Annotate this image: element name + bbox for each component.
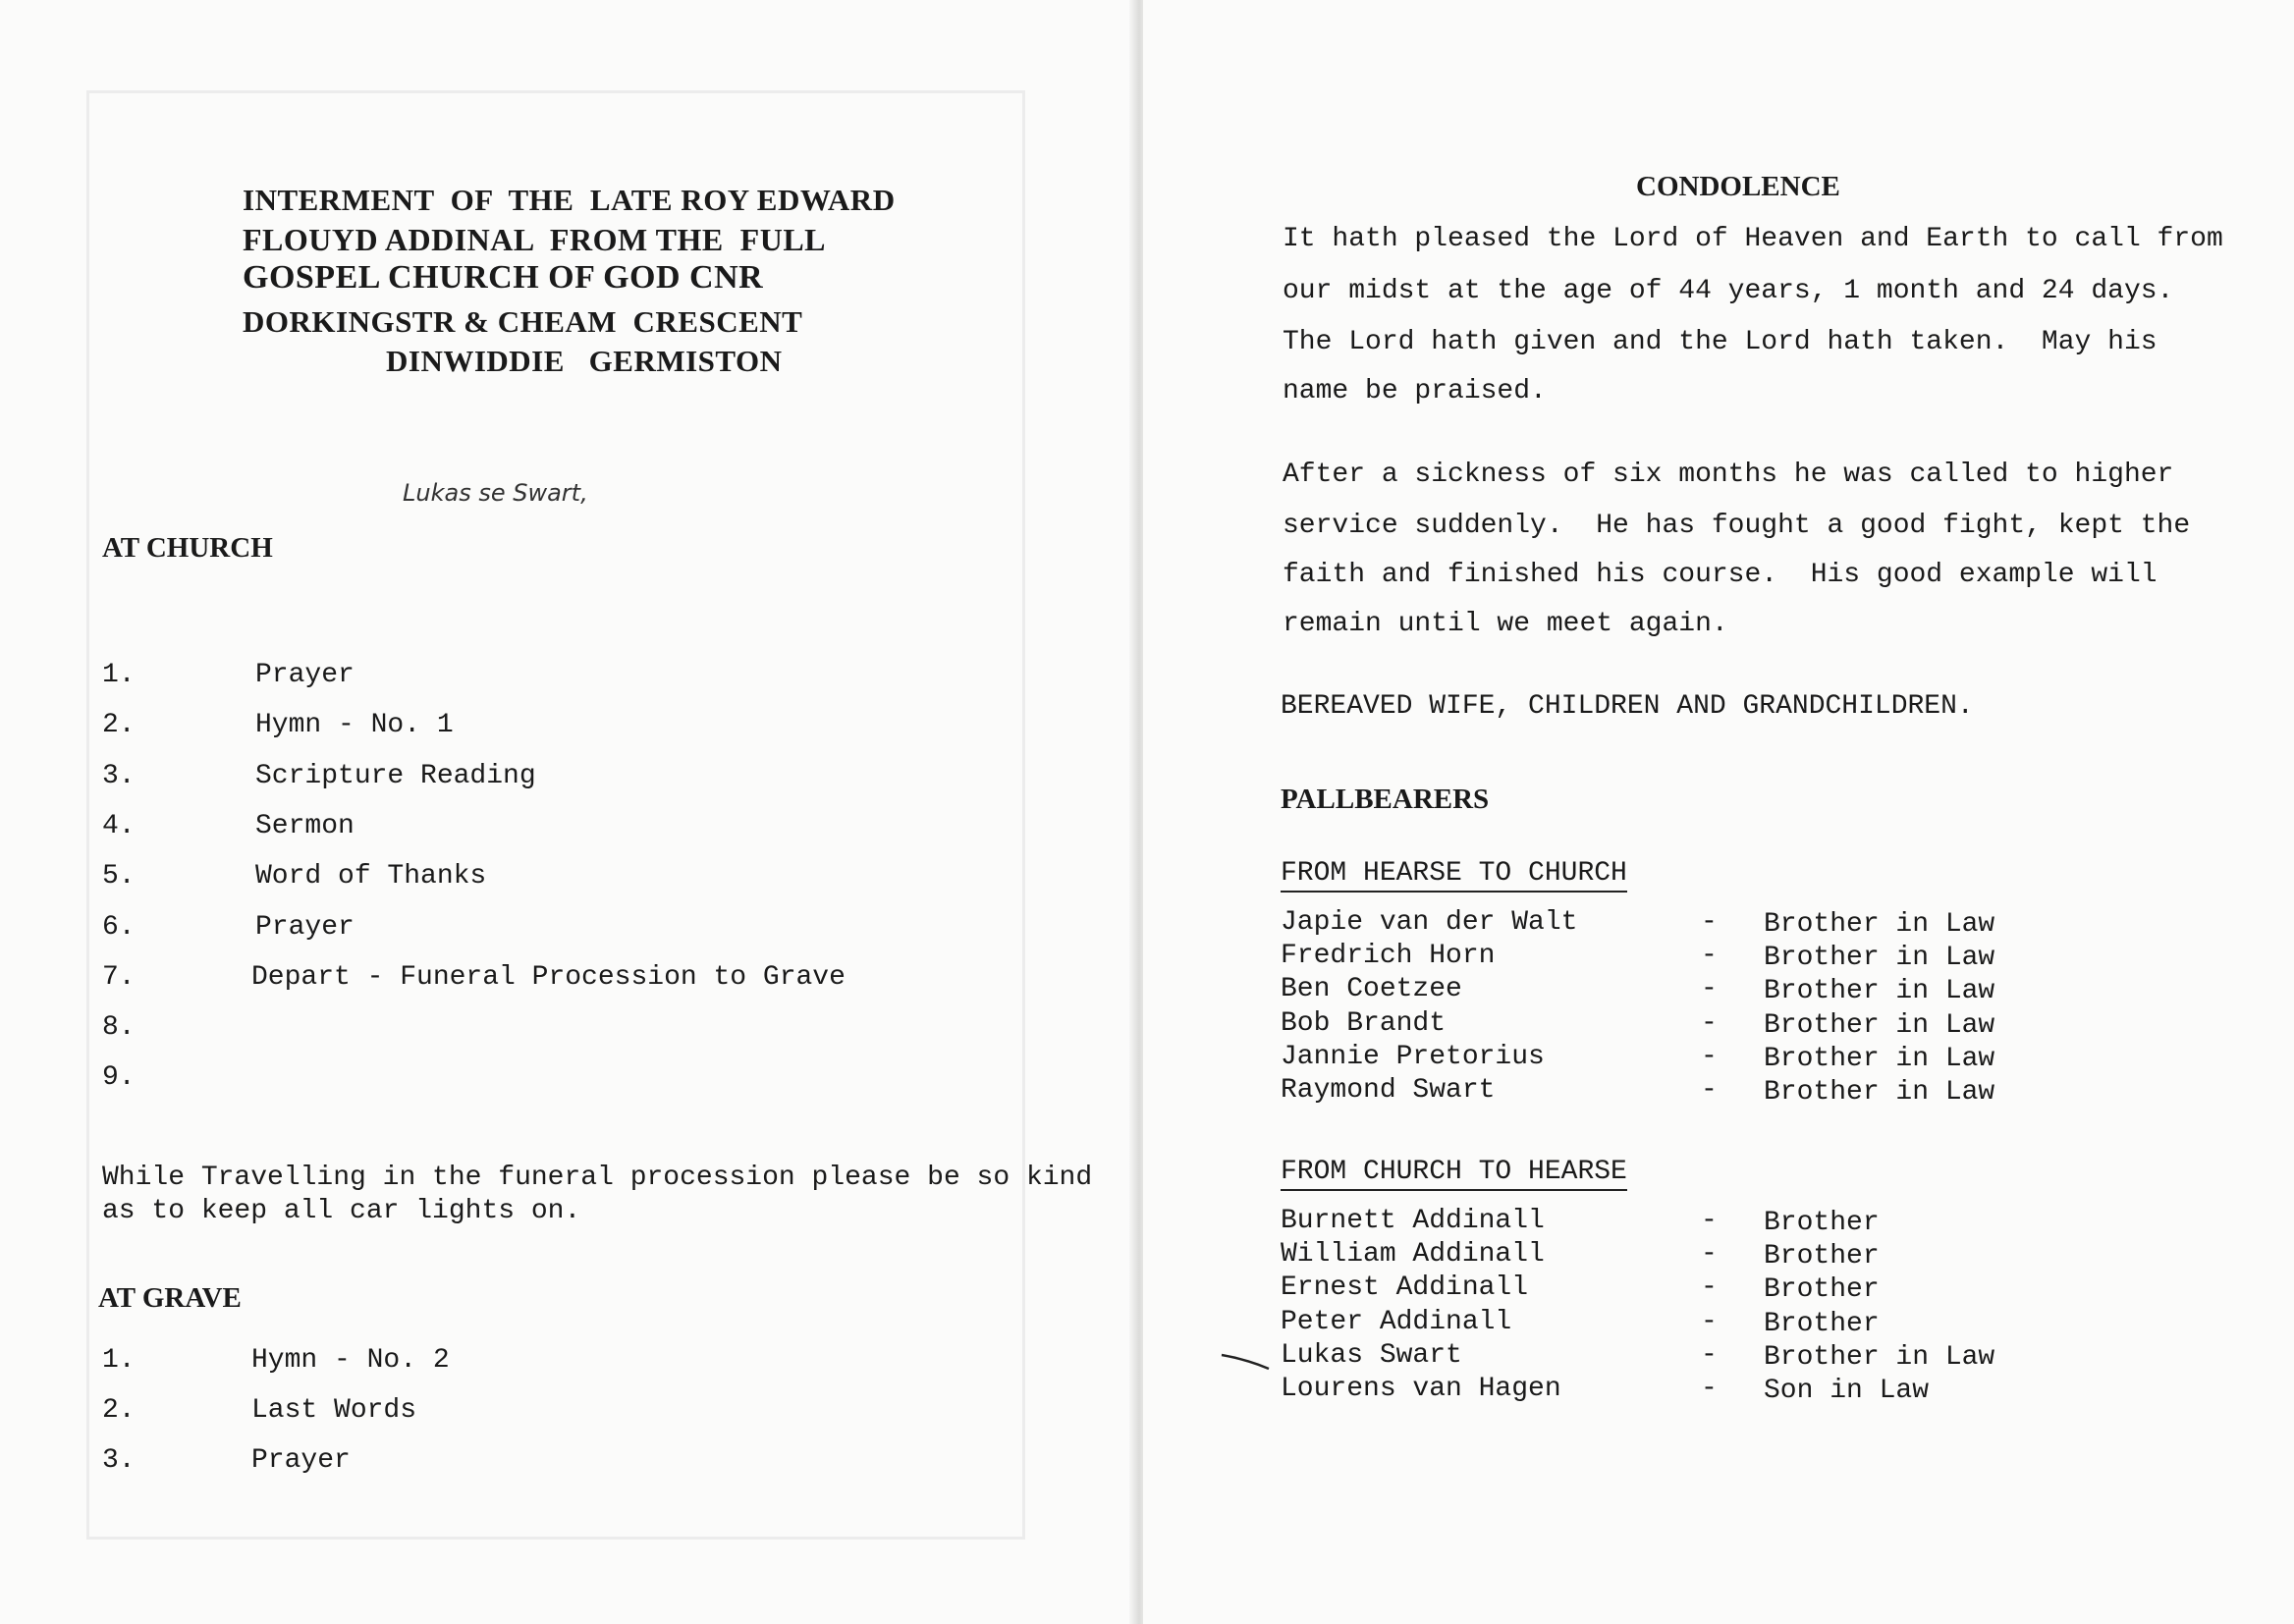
travelling-note-line: While Travelling in the funeral procession please be so kind [102,1163,1093,1193]
pallbearer-dash: - [1701,1239,1718,1271]
pallbearer-relation: Brother in Law [1764,1077,1995,1108]
paragraph-line: The Lord hath given and the Lord hath taken. May his [1283,327,2157,357]
pallbearers-heading: PALLBEARERS [1281,784,1490,815]
list-item-number: 3. [102,760,136,791]
pallbearer-dash: - [1701,1206,1718,1236]
pallbearer-relation: Son in Law [1764,1376,1930,1406]
pallbearer-dash: - [1701,1374,1718,1404]
pallbearer-relation: Brother in Law [1764,943,1995,974]
list-item-text: Word of Thanks [255,861,487,893]
pallbearer-name: Peter Addinall [1281,1306,1512,1337]
pallbearer-relation: Brother in Law [1764,1341,1995,1373]
right-page [1143,0,2294,1624]
pallbearer-dash: - [1701,1041,1718,1072]
paragraph-line: remain until we meet again. [1283,609,1728,639]
pallbearer-name: Bob Brandt [1281,1007,1447,1039]
pallbearer-relation: Brother [1764,1274,1880,1306]
pallbearer-dash: - [1701,941,1718,972]
pallbearer-name: Lourens van Hagen [1281,1374,1561,1404]
group-heading: FROM CHURCH TO HEARSE [1281,1157,1627,1191]
paragraph-line: It hath pleased the Lord of Heaven and Earth to call from [1283,224,2223,254]
paragraph-line: our midst at the age of 44 years, 1 month and 24 days. [1283,276,2174,306]
pallbearer-name: William Addinall [1281,1239,1545,1271]
title-line: GOSPEL CHURCH OF GOD CNR [243,259,764,296]
paragraph-line: faith and finished his course. His good example will [1283,560,2157,590]
list-item-text: Prayer [255,660,355,690]
paragraph-line: name be praised. [1283,376,1547,406]
pallbearer-name: Jannie Pretorius [1281,1041,1545,1072]
pallbearer-dash: - [1701,1339,1718,1371]
title-line: INTERMENT OF THE LATE ROY EDWARD [243,183,896,217]
list-item-number: 9. [102,1062,136,1094]
list-item-text: Depart - Funeral Procession to Grave [251,961,846,993]
list-item-number: 2. [102,1395,136,1426]
list-item-number: 3. [102,1445,136,1476]
at-church-heading: AT CHURCH [102,532,273,564]
pallbearer-dash: - [1701,1306,1718,1337]
list-item-number: 6. [102,911,136,943]
condolence-heading: CONDOLENCE [1636,171,1840,202]
pallbearer-name: Raymond Swart [1281,1075,1496,1106]
group-heading: FROM HEARSE TO CHURCH [1281,858,1627,893]
list-item-text: Hymn - No. 1 [255,710,454,741]
pallbearer-dash: - [1701,907,1718,938]
pallbearer-relation: Brother in Law [1764,976,1995,1007]
title-line: DORKINGSTR & CHEAM CRESCENT [243,304,803,339]
pallbearer-name: Ernest Addinall [1281,1272,1529,1304]
handwritten-mark-icon [1220,1351,1273,1373]
pallbearer-dash: - [1701,1272,1718,1304]
pallbearer-name: Burnett Addinall [1281,1206,1545,1236]
pallbearer-dash: - [1701,1075,1718,1106]
pallbearer-name: Lukas Swart [1281,1339,1462,1371]
pallbearer-relation: Brother [1764,1241,1880,1272]
list-item-number: 4. [102,810,136,841]
list-item-text: Last Words [251,1395,417,1426]
pallbearer-relation: Brother in Law [1764,1009,1995,1041]
list-item-number: 8. [102,1012,136,1044]
list-item-number: 5. [102,861,136,893]
pallbearer-name: Ben Coetzee [1281,974,1462,1005]
pallbearer-name: Fredrich Horn [1281,941,1496,972]
list-item-text: Hymn - No. 2 [251,1345,450,1376]
paragraph-line: After a sickness of six months he was called to higher [1283,460,2174,490]
list-item-text: Prayer [255,911,355,943]
pallbearer-relation: Brother [1764,1308,1880,1339]
pallbearer-dash: - [1701,1007,1718,1039]
list-item-text: Sermon [255,810,355,841]
paragraph-line: service suddenly. He has fought a good fight, kept the [1283,511,2191,541]
list-item-number: 1. [102,1345,136,1376]
pallbearer-name: Japie van der Walt [1281,907,1578,938]
title-line: DINWIDDIE GERMISTON [386,344,783,378]
list-item-number: 7. [102,961,136,993]
at-grave-heading: AT GRAVE [98,1282,242,1314]
bereaved-line: BEREAVED WIFE, CHILDREN AND GRANDCHILDREN. [1281,691,1974,722]
pallbearer-relation: Brother [1764,1208,1880,1238]
list-item-text: Prayer [251,1445,351,1476]
pallbearer-dash: - [1701,974,1718,1005]
list-item-text: Scripture Reading [255,760,536,791]
pallbearer-relation: Brother in Law [1764,1043,1995,1074]
left-page [0,0,1137,1624]
handwritten-note: Lukas se Swart, [403,479,588,507]
pallbearer-relation: Brother in Law [1764,909,1995,940]
list-item-number: 1. [102,660,136,690]
title-line: FLOUYD ADDINAL FROM THE FULL [243,222,827,257]
travelling-note-line: as to keep all car lights on. [102,1196,581,1226]
list-item-number: 2. [102,710,136,741]
